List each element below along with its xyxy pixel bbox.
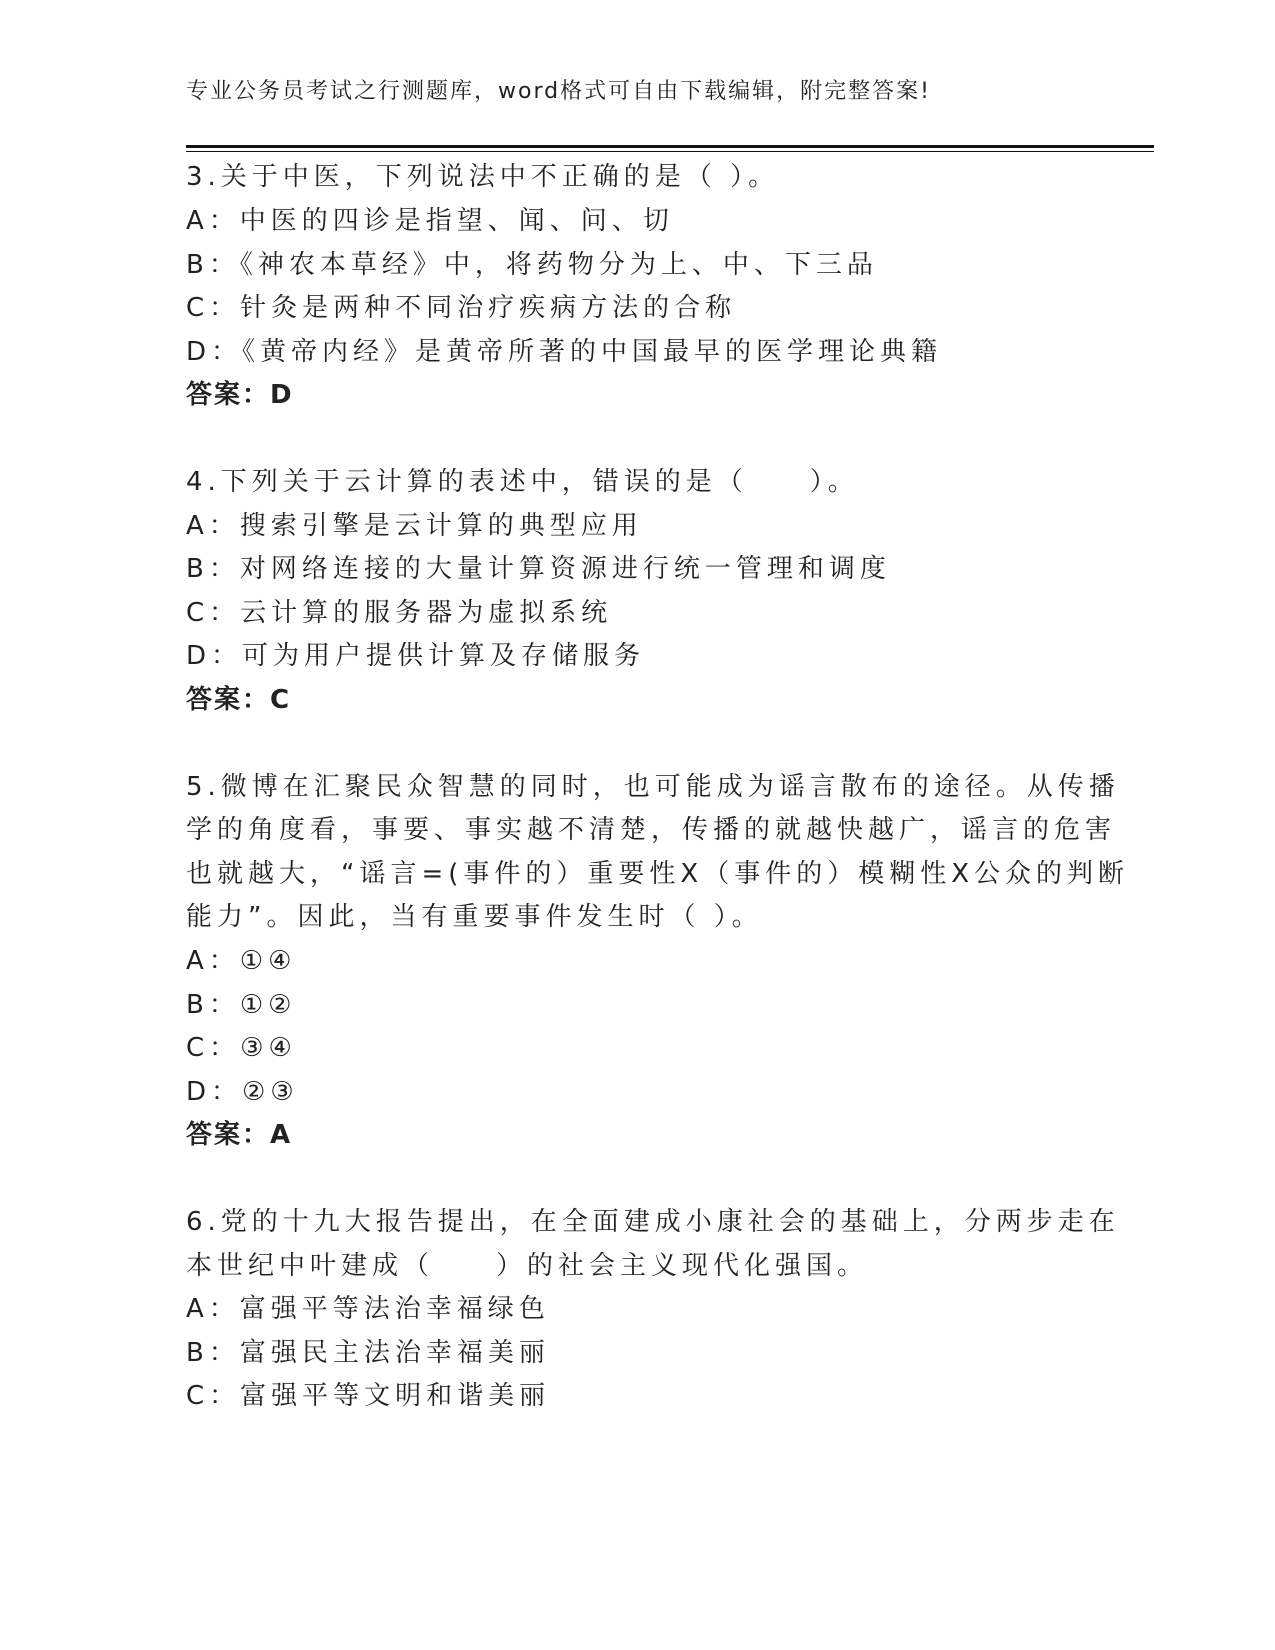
question-5-stem-line-2: 学的角度看，事要、事实越不清楚，传播的就越快越广，谣言的危害 [186,815,1117,845]
question-5-option-c: C：③④ [186,1033,297,1063]
question-4-stem: 4.下列关于云计算的表述中，错误的是（ ）。 [186,467,859,497]
question-4-answer: 答案：C [186,685,292,715]
question-4-option-d: D：可为用户提供计算及存储服务 [186,641,646,671]
question-3-option-a: A：中医的四诊是指望、闻、问、切 [186,206,674,236]
question-4-option-c: C：云计算的服务器为虚拟系统 [186,598,613,628]
question-5-answer: 答案：A [186,1120,293,1150]
question-5-stem-line-3: 也就越大，“谣言=(事件的）重要性X（事件的）模糊性X公众的判断 [186,859,1130,889]
header-note: 专业公务员考试之行测题库，word格式可自由下载编辑，附完整答案! [186,79,931,104]
question-3-answer: 答案：D [186,380,294,410]
question-6-stem-line-1: 6.党的十九大报告提出，在全面建成小康社会的基础上，分两步走在 [186,1207,1120,1237]
question-5-option-b: B：①② [186,990,297,1020]
question-6-option-b: B：富强民主法治幸福美丽 [186,1338,550,1368]
question-5-option-d: D：②③ [186,1077,299,1107]
question-3-option-d: D：《黄帝内经》是黄帝所著的中国最早的医学理论典籍 [186,337,943,367]
question-3-option-c: C：针灸是两种不同治疗疾病方法的合称 [186,293,737,323]
question-6-option-a: A：富强平等法治幸福绿色 [186,1294,550,1324]
question-4-option-a: A：搜索引擎是云计算的典型应用 [186,511,643,541]
question-4-option-b: B：对网络连接的大量计算资源进行统一管理和调度 [186,554,891,584]
question-5-stem-line-1: 5.微博在汇聚民众智慧的同时，也可能成为谣言散布的途径。从传播 [186,772,1120,802]
question-6-stem-line-2: 本世纪中叶建成（ ）的社会主义现代化强国。 [186,1251,869,1281]
question-5-stem-line-4: 能力”。因此，当有重要事件发生时（ ）。 [186,902,763,932]
question-6-option-c: C：富强平等文明和谐美丽 [186,1381,551,1411]
question-3-option-b: B：《神农本草经》中，将药物分为上、中、下三品 [186,250,878,280]
question-5-option-a: A：①④ [186,946,297,976]
question-3-stem: 3.关于中医，下列说法中不正确的是（ ）。 [186,162,780,192]
header-divider-thin [186,151,1154,152]
header-divider [186,145,1154,148]
